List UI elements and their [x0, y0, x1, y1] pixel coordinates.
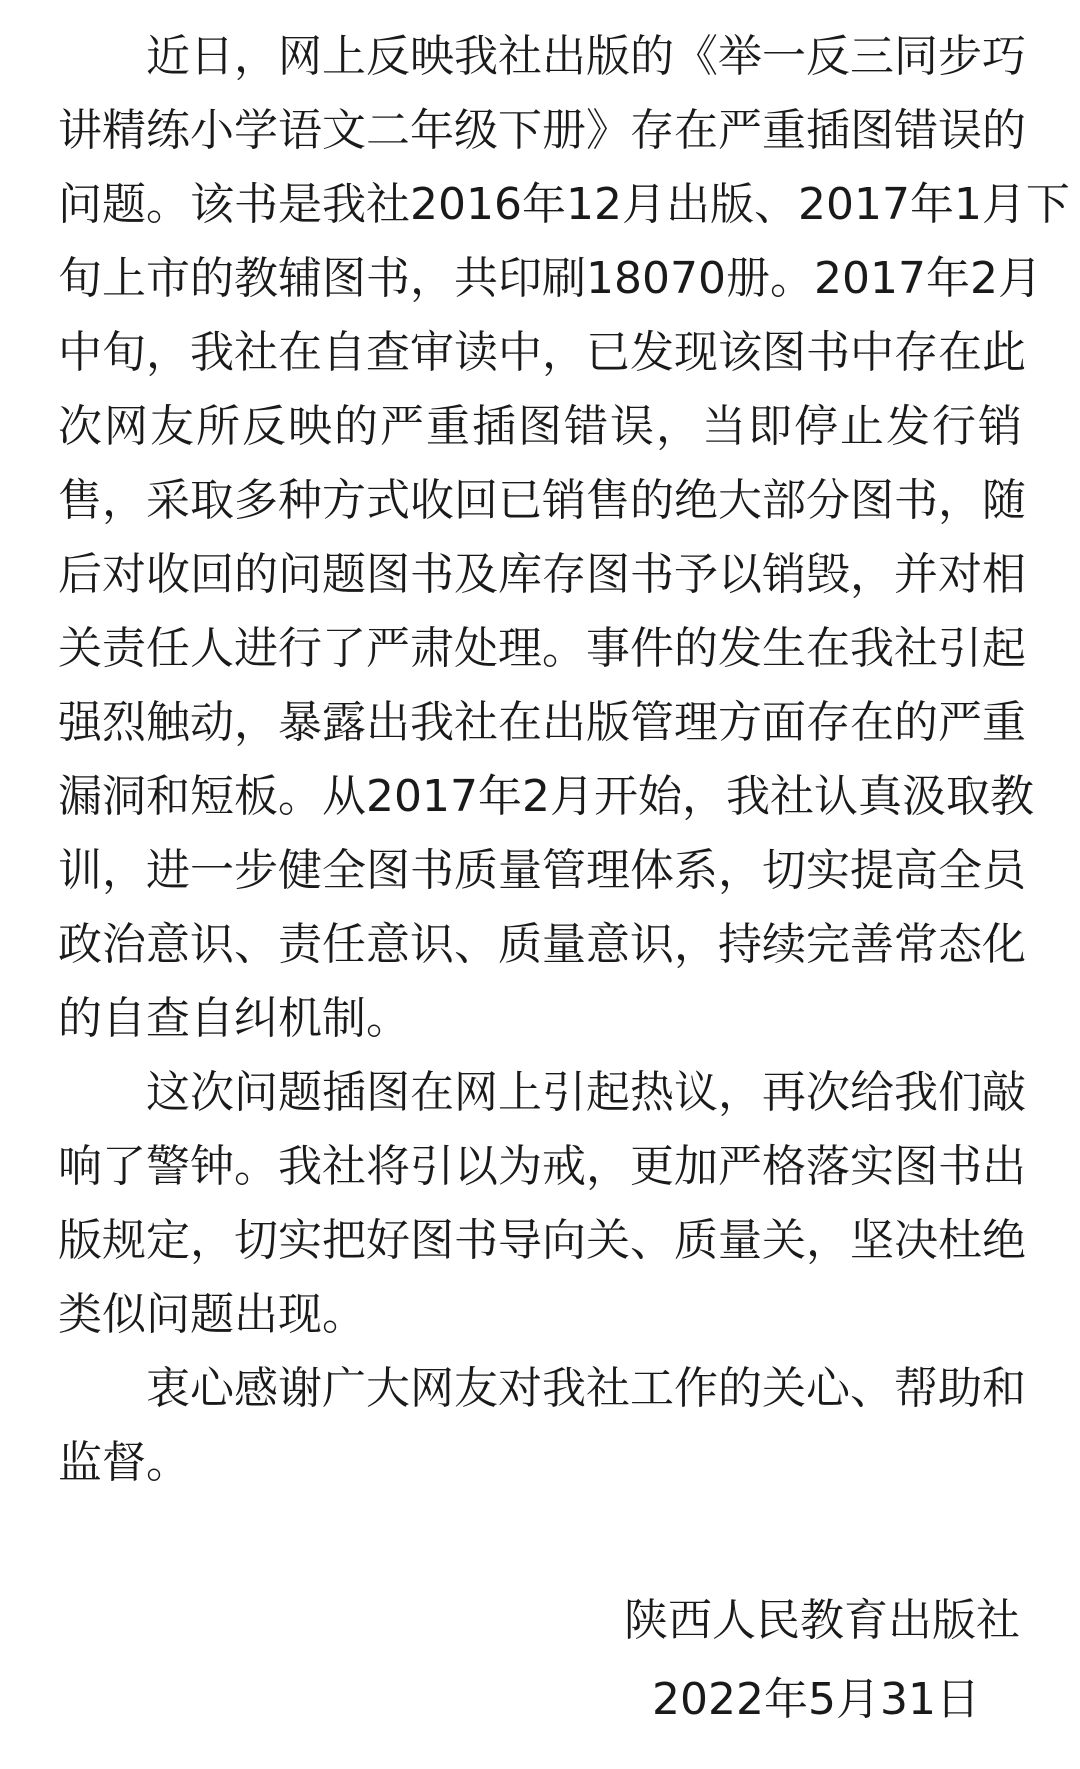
paragraph-3-line-1: 衷心感谢广大网友对我社工作的关心、帮助和 — [146, 1363, 1026, 1414]
paragraph-2-line-2: 响了警钟。我社将引以为戒，更加严格落实图书出 — [58, 1141, 1026, 1192]
paragraph-1-line-10: 强烈触动，暴露出我社在出版管理方面存在的严重 — [58, 697, 1026, 748]
paragraph-1-line-1: 近日，网上反映我社出版的《举一反三同步巧 — [146, 31, 1026, 82]
paragraph-1-line-5: 中旬，我社在自查审读中，已发现该图书中存在此 — [58, 327, 1026, 378]
signature-date: 2022年5月31日 — [652, 1674, 980, 1725]
paragraph-1-line-2: 讲精练小学语文二年级下册》存在严重插图错误的 — [58, 105, 1026, 156]
paragraph-1-line-11: 漏洞和短板。从2017年2月开始，我社认真汲取教 — [58, 771, 1034, 822]
paragraph-1-line-4: 旬上市的教辅图书，共印刷18070册。2017年2月 — [58, 253, 1042, 304]
paragraph-2-line-3: 版规定，切实把好图书导向关、质量关，坚决杜绝 — [58, 1215, 1026, 1266]
signature-organization: 陕西人民教育出版社 — [624, 1595, 1020, 1646]
paragraph-1-line-9: 关责任人进行了严肃处理。事件的发生在我社引起 — [58, 623, 1026, 674]
paragraph-1-line-7: 售，采取多种方式收回已销售的绝大部分图书，随 — [58, 475, 1026, 526]
paragraph-1-line-3: 问题。该书是我社2016年12月出版、2017年1月下 — [58, 179, 1070, 230]
paragraph-1-line-6: 次网友所反映的严重插图错误，当即停止发行销 — [58, 401, 1022, 452]
statement-body — [58, 20, 1070, 1500]
paragraph-1-line-13: 政治意识、责任意识、质量意识，持续完善常态化 — [58, 919, 1026, 970]
paragraph-2-line-4: 类似问题出现。 — [58, 1289, 366, 1340]
paragraph-2-line-1: 这次问题插图在网上引起热议，再次给我们敲 — [146, 1067, 1026, 1118]
paragraph-1-line-12: 训，进一步健全图书质量管理体系，切实提高全员 — [58, 845, 1026, 896]
paragraph-3-line-2: 监督。 — [58, 1437, 190, 1488]
paragraph-1-line-14: 的自查自纠机制。 — [58, 993, 410, 1044]
paragraph-1-line-8: 后对收回的问题图书及库存图书予以销毁，并对相 — [58, 549, 1026, 600]
